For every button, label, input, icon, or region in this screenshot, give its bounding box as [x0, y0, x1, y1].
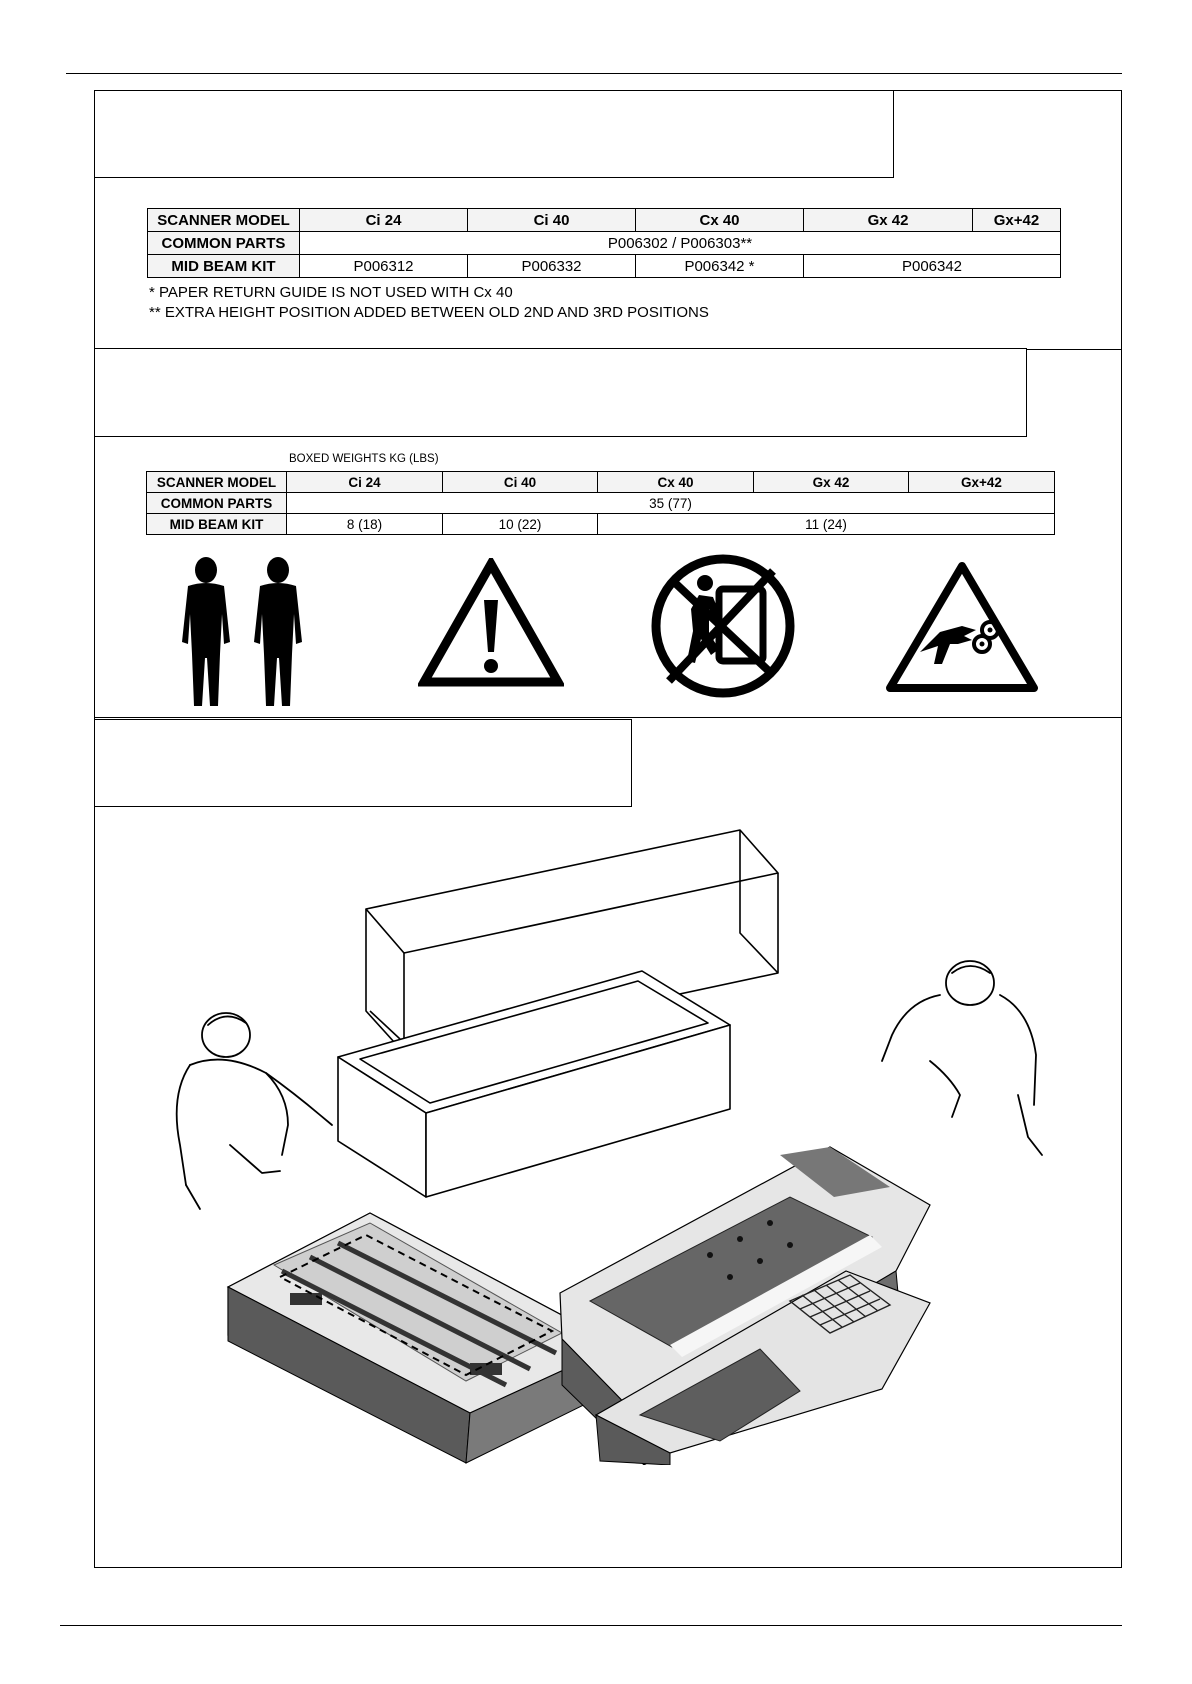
header-model: Ci 24 [287, 472, 443, 493]
section-separator-2 [94, 717, 1122, 718]
pinch-hazard-icon [884, 560, 1040, 696]
header-model: Ci 40 [468, 209, 636, 232]
table-row [148, 255, 1061, 278]
mid-beam-weight: 8 (18) [287, 514, 443, 535]
table-row [148, 232, 1061, 255]
weights-caption: BOXED WEIGHTS KG (LBS) [289, 453, 439, 465]
two-person-lift-icon [172, 554, 312, 714]
unpacking-illustration [170, 825, 1050, 1465]
section-title-box-1 [94, 90, 894, 178]
header-model: Ci 40 [443, 472, 598, 493]
section-title-box-2 [94, 348, 1027, 437]
header-model: Gx+42 [909, 472, 1055, 493]
header-scanner-model: SCANNER MODEL [148, 209, 300, 232]
common-parts-weight: 35 (77) [287, 493, 1055, 514]
header-model: Cx 40 [598, 472, 754, 493]
footnote-2: ** EXTRA HEIGHT POSITION ADDED BETWEEN OLD 2ND AND 3RD POSITIONS [149, 304, 709, 321]
row-label-mid-beam-kit: MID BEAM KIT [147, 514, 287, 535]
header-model: Gx 42 [804, 209, 973, 232]
header-scanner-model: SCANNER MODEL [147, 472, 287, 493]
parts-table [147, 208, 1061, 278]
header-model: Gx 42 [754, 472, 909, 493]
mid-beam-value: P006342 * [636, 255, 804, 278]
common-parts-value: P006302 / P006303** [300, 232, 1061, 255]
mid-beam-weight: 10 (22) [443, 514, 598, 535]
table-row [147, 493, 1055, 514]
warning-triangle-icon [418, 558, 564, 688]
header-model: Cx 40 [636, 209, 804, 232]
mid-beam-value: P006312 [300, 255, 468, 278]
row-label-common-parts: COMMON PARTS [147, 493, 287, 514]
section-title-box-3 [94, 719, 632, 807]
bottom-rule [60, 1625, 1122, 1626]
table-row [148, 209, 1061, 232]
top-rule [66, 73, 1122, 74]
row-label-common-parts: COMMON PARTS [148, 232, 300, 255]
footnote-1: * PAPER RETURN GUIDE IS NOT USED WITH Cx 40 [149, 284, 513, 301]
header-model: Gx+42 [973, 209, 1061, 232]
table-row [147, 472, 1055, 493]
mid-beam-value: P006332 [468, 255, 636, 278]
mid-beam-weight: 11 (24) [598, 514, 1055, 535]
weights-table [146, 471, 1055, 535]
mid-beam-value: P006342 [804, 255, 1061, 278]
no-climbing-icon [645, 553, 801, 699]
row-label-mid-beam-kit: MID BEAM KIT [148, 255, 300, 278]
table-row [147, 514, 1055, 535]
header-model: Ci 24 [300, 209, 468, 232]
